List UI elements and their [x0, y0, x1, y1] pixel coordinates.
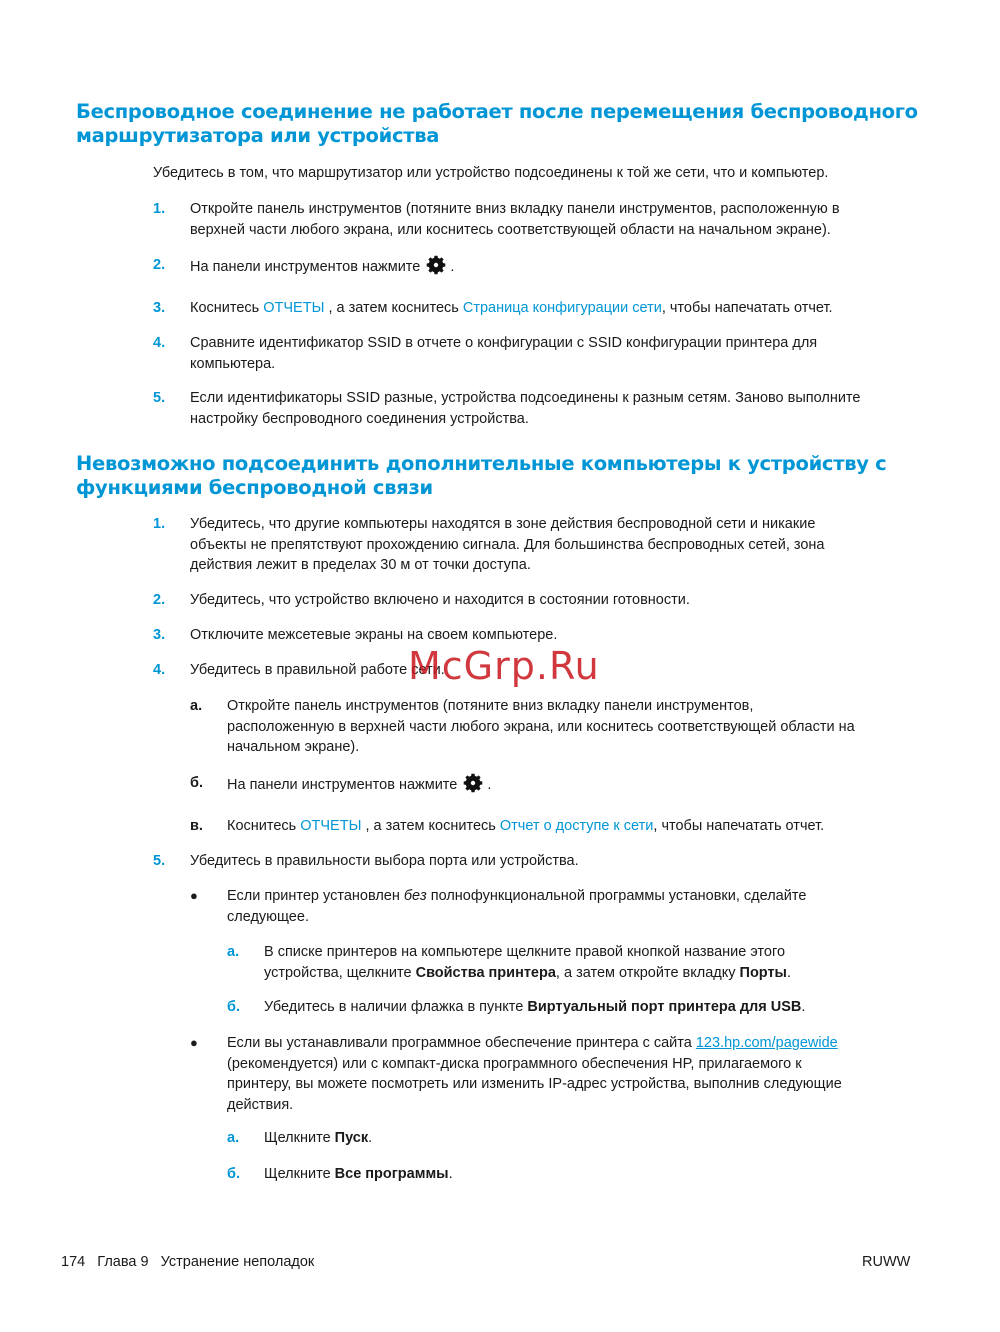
substep-text-line: Откройте панель инструментов (потяните вниз вкладку панели инструментов, — [227, 698, 754, 714]
bullet-text — [227, 1033, 842, 1115]
bullet-text-line — [227, 886, 806, 907]
step-text: Убедитесь в правильности выбора порта или устройства. — [190, 853, 579, 869]
step-number: 2. — [153, 592, 166, 608]
footer-code: RUWW — [862, 1254, 911, 1270]
substep-text — [264, 1128, 372, 1149]
section1-intro: Убедитесь в том, что маршрутизатор или устройство подсоединены к той же сети, что и компьютер. — [153, 165, 829, 181]
substep-text — [227, 775, 491, 796]
page-number: 174 — [61, 1254, 86, 1270]
bullet-text-span: Если вы устанавливали программное обеспечение принтера с сайта — [227, 1035, 696, 1051]
reports-link[interactable]: ОТЧЕТЫ — [263, 300, 325, 316]
section1-heading — [76, 100, 936, 148]
substep-text-line — [264, 963, 791, 984]
step-number: 1. — [153, 516, 166, 532]
bullet-text-line: принтеру, вы можете посмотреть или изменить IP-адрес устройства, выполнив следующие — [227, 1076, 842, 1092]
step-text — [190, 199, 840, 240]
step-text-line: Откройте панель инструментов (потяните вниз вкладку панели инструментов, расположенную в — [190, 201, 840, 217]
step-text-span: . — [450, 259, 455, 275]
chapter-label: Глава 9 — [97, 1254, 149, 1270]
substep-letter: б. — [227, 999, 240, 1015]
substep-text-span: . — [786, 964, 791, 981]
step-number: 2. — [153, 257, 166, 273]
substep-text-span: . — [487, 777, 492, 793]
step-text — [190, 514, 825, 576]
substep-text-span: Щелкните — [264, 1166, 335, 1182]
bullet-text-line: действия. — [227, 1096, 294, 1113]
step-number: 5. — [153, 853, 166, 869]
step-text-line: Если идентификаторы SSID разные, устройства подсоединены к разным сетям. Заново выполните — [190, 390, 861, 406]
chapter-title: Устранение неполадок — [160, 1254, 315, 1270]
bullet-text-line: следующее. — [227, 908, 309, 925]
section1-heading-line1: Беспроводное соединение не работает после перемещения беспроводного — [76, 100, 918, 123]
step-text: Отключите межсетевые экраны на своем компьютере. — [190, 627, 558, 643]
substep-letter: б. — [190, 775, 203, 791]
bullet: ● — [190, 1035, 198, 1050]
substep-text — [264, 997, 805, 1018]
section2-heading-line1: Невозможно подсоединить дополнительные компьютеры к устройству с — [76, 452, 887, 475]
substep-text-span: , чтобы напечатать отчет. — [653, 818, 825, 834]
step-text-line: верхней части любого экрана, или коснитесь соответствующей области на начальном экране). — [190, 221, 831, 238]
bullet-text-line — [227, 1033, 842, 1054]
step-text — [190, 257, 454, 278]
step-text-span: Коснитесь — [190, 300, 264, 316]
step-number: 5. — [153, 390, 166, 406]
step-text: Убедитесь в правильной работе сети. — [190, 662, 445, 678]
step-text — [190, 333, 817, 374]
substep-text-span: Коснитесь — [227, 818, 301, 834]
footer-left — [61, 1252, 314, 1272]
substep-text-span: Убедитесь в наличии флажка в пункте — [264, 999, 528, 1015]
hp-pagewide-link[interactable]: 123.hp.com/pagewide — [695, 1035, 838, 1051]
step-text-line: Сравните идентификатор SSID в отчете о конфигурации с SSID конфигурации принтера для — [190, 335, 818, 351]
step-text-span: , чтобы напечатать отчет. — [661, 300, 833, 316]
virtual-usb-port-label: Виртуальный порт принтера для USB — [527, 999, 802, 1015]
reports-link[interactable]: ОТЧЕТЫ — [300, 818, 362, 834]
bullet-text-line: (рекомендуется) или с компакт-диска программного обеспечения HP, прилагаемого к — [227, 1055, 802, 1072]
substep-text-line: расположенную в верхней части любого экрана, или коснитесь соответствующей области на — [227, 718, 855, 735]
substep-letter: а. — [190, 698, 203, 714]
substep-text-span: Щелкните — [264, 1130, 335, 1146]
substep-text-span: , а затем коснитесь — [361, 818, 500, 834]
step-text-line: компьютера. — [190, 355, 276, 372]
substep-letter: б. — [227, 1166, 240, 1182]
substep-text — [227, 816, 824, 837]
substep-text-span: , а затем откройте вкладку — [555, 964, 740, 981]
substep-text — [264, 1164, 453, 1185]
section2-heading — [76, 452, 936, 500]
bullet-text-span: Если принтер установлен — [227, 888, 404, 904]
substep-text-line: В списке принтеров на компьютере щелкните правой кнопкой название этого — [264, 944, 786, 960]
step-number: 1. — [153, 201, 166, 217]
substep-letter: в. — [190, 818, 203, 834]
substep-text-span: На панели инструментов нажмите — [227, 777, 458, 793]
step-number: 4. — [153, 662, 166, 678]
step-text-line: настройку беспроводного соединения устройства. — [190, 410, 529, 427]
printer-properties-label: Свойства принтера — [415, 964, 556, 981]
step-text: Убедитесь, что устройство включено и находится в состоянии готовности. — [190, 592, 690, 608]
step-number: 4. — [153, 335, 166, 351]
step-text-line: Убедитесь, что другие компьютеры находятся в зоне действия беспроводной сети и никакие — [190, 516, 816, 532]
bullet-text — [227, 886, 806, 927]
substep-text-line: начальном экране). — [227, 739, 360, 755]
substep-text — [264, 942, 791, 983]
network-access-report-link[interactable]: Отчет о доступе к сети — [499, 818, 654, 834]
substep-text-span: . — [368, 1130, 373, 1146]
substep-text-span: устройства, щелкните — [264, 964, 416, 981]
emphasis: без — [403, 888, 427, 904]
section1-heading-line2: маршрутизатора или устройства — [76, 124, 440, 147]
step-number: 3. — [153, 300, 166, 316]
start-label: Пуск — [334, 1130, 369, 1146]
gear-icon — [461, 771, 485, 795]
ports-tab-label: Порты — [739, 964, 787, 981]
bullet: ● — [190, 888, 198, 903]
substep-text — [227, 696, 855, 758]
substep-letter: а. — [227, 1130, 240, 1146]
substep-text-span: . — [448, 1166, 453, 1182]
all-programs-label: Все программы — [334, 1166, 449, 1182]
step-text-line: действия лежит в пределах 30 м от точки доступа. — [190, 557, 531, 573]
substep-letter: а. — [227, 944, 240, 960]
step-text-span: , а затем коснитесь — [324, 300, 463, 316]
gear-icon — [424, 253, 448, 277]
network-config-page-link[interactable]: Страница конфигурации сети — [462, 300, 662, 316]
bullet-text-span: полнофункциональной программы установки, сделайте — [426, 888, 807, 904]
step-text-span: На панели инструментов нажмите — [190, 259, 421, 275]
step-number: 3. — [153, 627, 166, 643]
step-text — [190, 388, 860, 429]
section2-heading-line2: функциями беспроводной связи — [76, 476, 433, 499]
watermark: McGrp.Ru — [408, 644, 600, 688]
step-text — [190, 298, 833, 319]
step-text-line: объекты не препятствуют прохождению сигнала. Для большинства беспроводных сетей, зона — [190, 536, 825, 553]
substep-text-span: . — [801, 999, 806, 1015]
